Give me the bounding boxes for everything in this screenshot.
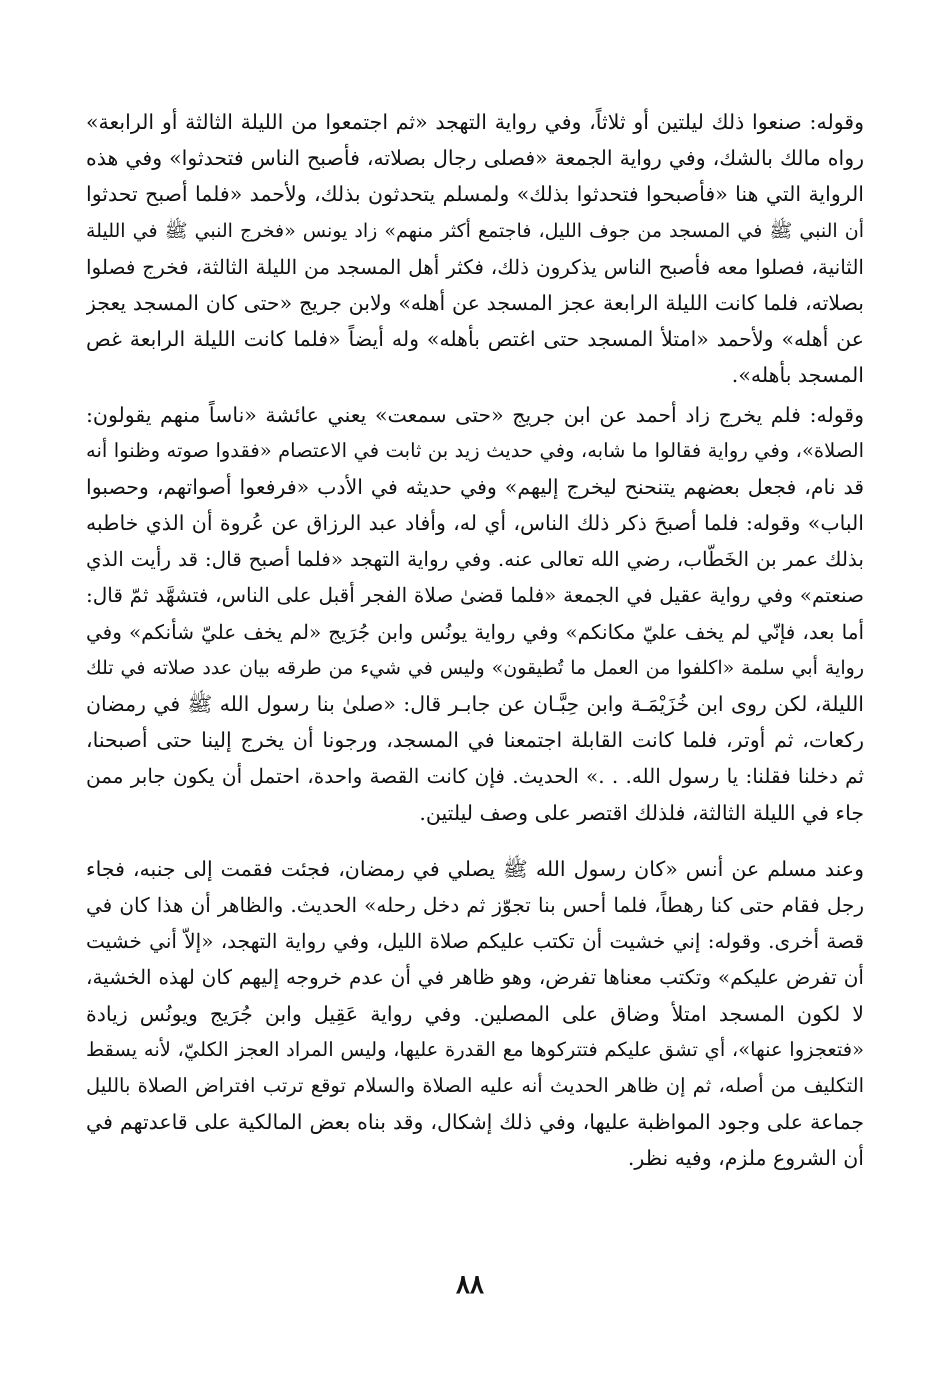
page-body bbox=[86, 104, 864, 1176]
text-line: الثانية، فصلوا معه فأصبح الناس يذكرون ذلك، فكثر أهل المسجد من الليلة الثالثة، فخرج فصلوا bbox=[86, 254, 864, 279]
text-line: الباب» وقوله: فلما أصبحَ ذكر ذلك الناس، أي له، وأفاد عبد الرزاق عن عُروة أن الذي خاطبه bbox=[86, 511, 864, 536]
text-line: عن أهله» ولأحمد «امتلأ المسجد حتى اغتص بأهله» وله أيضاً «فلما كانت الليلة الرابعة غص bbox=[86, 327, 864, 352]
text-line: أن تفرض عليكم» وتكتب معناها تفرض، وهو ظاهر في أن عدم خروجه إليهم كان لهذه الخشية، bbox=[86, 965, 864, 990]
text-line: رواية أبي سلمة «اكلفوا من العمل ما تُطيقون» وليس في شيء من طرقه بيان عدد صلاته في تلك bbox=[86, 656, 864, 679]
paragraph-1 bbox=[86, 104, 864, 394]
paragraph-3 bbox=[86, 851, 864, 1177]
text-line: قد نام، فجعل بعضهم يتنحنح ليخرج إليهم» وفي حديثه في الأدب «فرفعوا أصواتهم، وحصبوا bbox=[86, 474, 864, 499]
text-line: وعند مسلم عن أنس «كان رسول الله ﷺ يصلي في رمضان، فجئت فقمت إلى جنبه، فجاء bbox=[86, 856, 864, 881]
text-line: التكليف من أصله، ثم إن ظاهر الحديث أنه عليه الصلاة والسلام توقع ترتب افتراض الصلاة بالليل bbox=[86, 1073, 864, 1097]
text-line: لا لكون المسجد امتلأ وضاق على المصلين. وفي رواية عَقِيل وابن جُرَيج ويونُس زيادة bbox=[86, 1001, 864, 1026]
paragraph-2 bbox=[86, 397, 864, 831]
text-line: رواه مالك بالشك، وفي رواية الجمعة «فصلى رجال بصلاته، فأصبح الناس فتحدثوا» وفي هذه bbox=[86, 146, 864, 171]
text-line: صنعتم» وفي رواية عقيل في الجمعة «فلما قضىٰ صلاة الفجر أقبل على الناس، فتشهَّد ثمّ قال: bbox=[86, 583, 864, 608]
text-line: وقوله: فلم يخرج زاد أحمد عن ابن جريج «حتى سمعت» يعني عائشة «ناساً منهم يقولون: bbox=[86, 402, 864, 427]
text-line: المسجد بأهله». bbox=[731, 363, 864, 388]
page-number: ٨٨ bbox=[456, 1270, 484, 1300]
text-line: أن الشروع ملزم، وفيه نظر. bbox=[627, 1146, 864, 1171]
text-line: الرواية التي هنا «فأصبحوا فتحدثوا بذلك» ولمسلم يتحدثون بذلك، ولأحمد «فلما أصبح تحدثوا bbox=[86, 182, 864, 207]
text-line: جماعة على وجود المواظبة عليها، وفي ذلك إشكال، وقد بناه بعض المالكية على قاعدتهم في bbox=[86, 1110, 864, 1135]
text-line: ركعات، ثم أوتر، فلما كانت القابلة اجتمعنا في المسجد، ورجونا أن يخرج إلينا حتى أصبحنا، bbox=[86, 728, 864, 753]
text-line: قصة أخرى. وقوله: إني خشيت أن تكتب عليكم صلاة الليل، وفي رواية التهجد، «إلاّ أني خشيت bbox=[86, 929, 864, 954]
text-line: بصلاته، فلما كانت الليلة الرابعة عجز المسجد عن أهله» ولابن جريج «حتى كان المسجد يعجز bbox=[86, 290, 864, 315]
text-line: رجل فقام حتى كنا رهطاً، فلما أحس بنا تجوّز ثم دخل رحله» الحديث. والظاهر أن هذا كان في bbox=[86, 892, 864, 917]
text-line: الليلة، لكن روى ابن خُزَيْمَـة وابن حِبَّـان عن جابـر قال: «صلىٰ بنا رسول الله ﷺ في رمضان bbox=[86, 692, 864, 716]
text-line: بذلك عمر بن الخَطّاب، رضي الله تعالى عنه. وفي رواية التهجد «فلما أصبح قال: قد رأيت الذي bbox=[86, 547, 864, 572]
text-line: ثم دخلنا فقلنا: يا رسول الله. . .» الحديث. فإن كانت القصة واحدة، احتمل أن يكون جابر ممن bbox=[86, 764, 864, 789]
text-line: الصلاة»، وفي رواية فقالوا ما شابه، وفي حديث زيد بن ثابت في الاعتصام «فقدوا صوته وظنوا أنه bbox=[86, 438, 864, 462]
text-line: أما بعد، فإنّي لم يخف عليّ مكانكم» وفي رواية يونُس وابن جُرَيج «لم يخف عليّ شأنكم» وفي bbox=[86, 619, 864, 644]
text-line: وقوله: صنعوا ذلك ليلتين أو ثلاثاً، وفي رواية التهجد «ثم اجتمعوا من الليلة الثالثة أو الرابعة» bbox=[86, 110, 864, 134]
text-line: جاء في الليلة الثالثة، فلذلك اقتصر على وصف ليلتين. bbox=[419, 800, 864, 825]
text-line: أن النبي ﷺ في المسجد من جوف الليل، فاجتمع أكثر منهم» زاد يونس «فخرج النبي ﷺ في الليلة bbox=[86, 219, 864, 242]
text-line: «فتعجزوا عنها»، أي تشق عليكم فتتركوها مع القدرة عليها، وليس المراد العجز الكليّ، لأنه يسقط bbox=[86, 1037, 864, 1061]
